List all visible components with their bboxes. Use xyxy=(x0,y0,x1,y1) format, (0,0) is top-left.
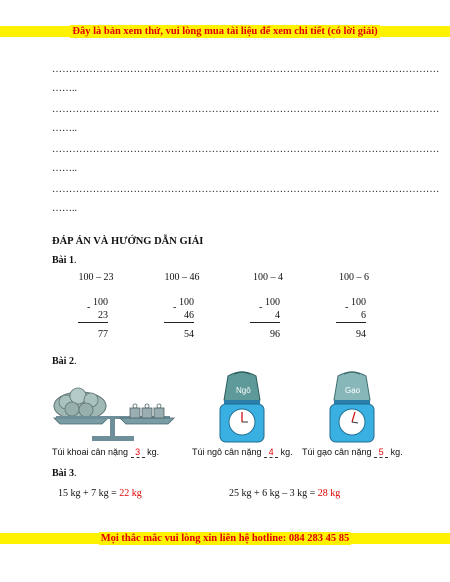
bai1-expr-4: 100 – 6 xyxy=(339,272,369,283)
column-subtraction-1 xyxy=(78,296,108,341)
dotted-line-2-end: …….. xyxy=(52,123,77,134)
potato-caption: Túi khoai cân nặng 3 kg. xyxy=(52,447,160,457)
bai1-expr-3: 100 – 4 xyxy=(253,272,283,283)
bai3-label: Bài 3. xyxy=(52,468,77,479)
column-result: 77 xyxy=(98,329,108,340)
minus-sign: - xyxy=(87,302,91,313)
column-sub: 4 xyxy=(250,309,280,323)
equation-result: 28 kg xyxy=(317,488,341,499)
answer-blank: 4 xyxy=(264,447,278,458)
corn-caption: Túi ngô cân nặng 4 kg. xyxy=(192,447,293,457)
column-result: 96 xyxy=(270,329,280,340)
column-sub: 46 xyxy=(164,309,194,323)
column-result: 54 xyxy=(184,329,194,340)
dotted-line-3-end: …….. xyxy=(52,163,77,174)
dotted-line-1: …………………………………………………………………………………………………… xyxy=(52,64,440,75)
clock-dial-icon xyxy=(229,409,255,435)
column-subtraction-4 xyxy=(336,296,366,341)
bottom-banner: Mọi thắc mắc vui lòng xin liên hệ hotline: 084 283 45 85 xyxy=(0,533,450,544)
bai1-expr-1: 100 – 23 xyxy=(78,272,114,283)
column-subtraction-3 xyxy=(250,296,280,341)
dotted-line-4: …………………………………………………………………………………………………… xyxy=(52,184,440,195)
bai2-label: Bài 2. xyxy=(52,356,77,367)
bai1-label: Bài 1. xyxy=(52,255,77,266)
column-top: 100 xyxy=(93,297,108,308)
dotted-line-1-end: …….. xyxy=(52,83,77,94)
corn-bag-label: Ngô xyxy=(236,386,251,395)
minus-sign: - xyxy=(345,302,349,313)
clock-dial-icon xyxy=(339,409,365,435)
column-result: 94 xyxy=(356,329,366,340)
potato-pile-icon xyxy=(54,388,106,420)
dotted-line-2: …………………………………………………………………………………………………… xyxy=(52,104,440,115)
rice-scale-illustration xyxy=(324,368,380,444)
bai1-expr-2: 100 – 46 xyxy=(164,272,200,283)
answer-blank: 5 xyxy=(374,447,388,458)
bai3-equation-1: 15 kg + 7 kg = 22 kg xyxy=(58,488,142,499)
answer-heading: ĐÁP ÁN VÀ HƯỚNG DẪN GIẢI xyxy=(52,236,204,247)
column-sub: 23 xyxy=(78,309,108,323)
equation-result: 22 kg xyxy=(119,488,142,499)
minus-sign: - xyxy=(259,302,263,313)
rice-caption: Túi gạo cân nặng 5 kg. xyxy=(302,447,403,457)
column-top: 100 xyxy=(351,297,366,308)
dotted-line-3: …………………………………………………………………………………………………… xyxy=(52,144,440,155)
column-top: 100 xyxy=(179,297,194,308)
column-sub: 6 xyxy=(336,309,366,323)
top-banner: Đây là bản xem thử, vui lòng mua tài liệu để xem chi tiết (có lời giải) xyxy=(0,26,450,37)
column-subtraction-2 xyxy=(164,296,194,341)
dotted-line-4-end: …….. xyxy=(52,203,77,214)
weights-icon xyxy=(130,404,164,418)
bai3-equation-2: 25 kg + 6 kg – 3 kg = 28 kg xyxy=(229,488,341,499)
answer-blank: 3 xyxy=(131,447,145,458)
corn-scale-illustration xyxy=(214,368,270,444)
balance-scale-illustration xyxy=(50,376,178,444)
rice-bag-label: Gạo xyxy=(345,386,361,395)
column-top: 100 xyxy=(265,297,280,308)
minus-sign: - xyxy=(173,302,177,313)
